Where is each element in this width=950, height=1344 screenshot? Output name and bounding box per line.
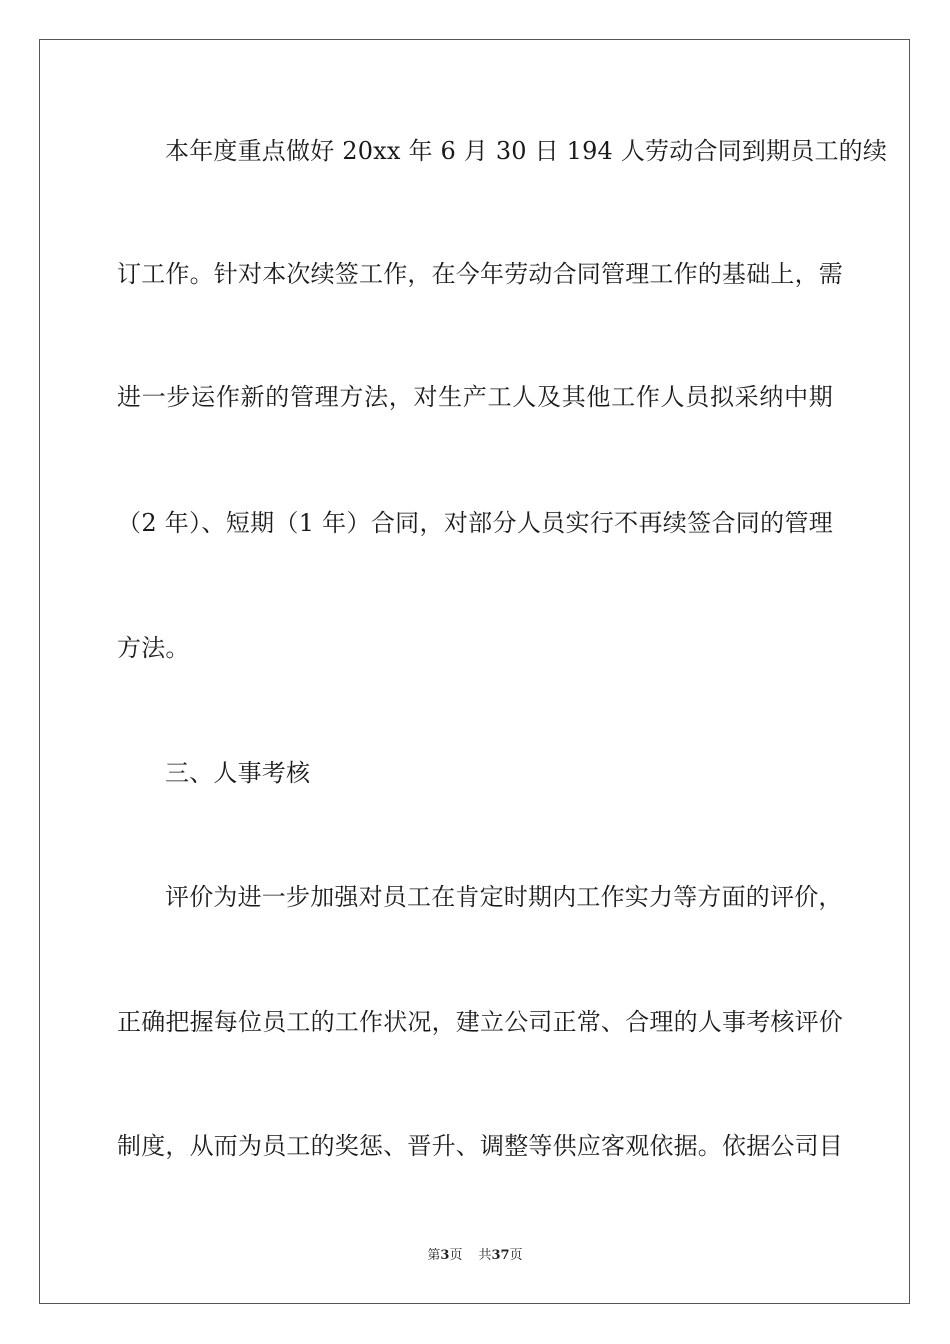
total-pages: 37	[491, 1248, 510, 1263]
page-number: 3	[440, 1248, 450, 1263]
paragraph-line: 方法。	[117, 634, 190, 662]
page-suffix: 页	[449, 1248, 463, 1263]
page-prefix: 第	[427, 1248, 441, 1263]
page-footer	[0, 1247, 950, 1265]
total-suffix: 页	[509, 1248, 523, 1263]
paragraph-line: 评价为进一步加强对员工在肯定时期内工作实力等方面的评价，	[165, 883, 843, 911]
paragraph-line: 制度，从而为员工的奖惩、晋升、调整等供应客观依据。依据公司目	[117, 1132, 843, 1160]
paragraph-line: 订工作。针对本次续签工作，在今年劳动合同管理工作的基础上，需	[117, 260, 843, 288]
paragraph-line: （2 年）、短期（1 年）合同，对部分人员实行不再续签合同的管理	[117, 509, 833, 537]
paragraph-line: 正确把握每位员工的工作状况，建立公司正常、合理的人事考核评价	[117, 1008, 843, 1036]
paragraph-line: 进一步运作新的管理方法，对生产工人及其他工作人员拟采纳中期	[117, 383, 833, 411]
paragraph-line: 本年度重点做好 20xx 年 6 月 30 日 194 人劳动合同到期员工的续	[165, 137, 888, 165]
section-heading: 三、人事考核	[165, 759, 311, 787]
page-border	[39, 39, 910, 1304]
total-prefix: 共	[478, 1248, 492, 1263]
